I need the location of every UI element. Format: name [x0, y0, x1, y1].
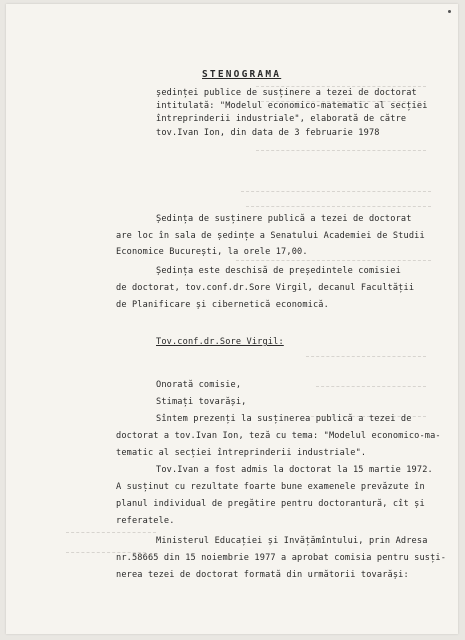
- paragraph-line: Ședința este deschisă de președintele comisiei: [156, 266, 401, 276]
- intro-line: intitulată: "Modelul economico-matematic al secției: [156, 101, 428, 111]
- paragraph-line: referatele.: [116, 516, 175, 526]
- paragraph-line: doctorat a tov.Ivan Ion, teză cu tema: "Modelul economico-ma-: [116, 431, 441, 441]
- bleed-through-mark: [66, 532, 156, 533]
- bleed-through-mark: [256, 150, 426, 151]
- paragraph-line: nr.58665 din 15 noiembrie 1977 a aprobat comisia pentru susți-: [116, 553, 447, 563]
- paragraph-line: planul individual de pregătire pentru doctorantură, cît și: [116, 499, 425, 509]
- intro-line: tov.Ivan Ion, din data de 3 februarie 1978: [156, 128, 380, 138]
- paragraph-line: Ministerul Educației și Invățămîntului, prin Adresa: [156, 536, 428, 546]
- bleed-through-mark: [306, 356, 426, 357]
- bleed-through-mark: [241, 191, 431, 192]
- document-page: [6, 4, 458, 634]
- address-line: Onorată comisie,: [156, 380, 242, 390]
- speaker-heading: Tov.conf.dr.Sore Virgil:: [156, 337, 284, 347]
- bleed-through-mark: [256, 86, 426, 87]
- intro-line: întreprinderii industriale", elaborată de către: [156, 114, 407, 124]
- bleed-through-mark: [246, 206, 431, 207]
- paragraph-line: Ședința de susținere publică a tezei de doctorat: [156, 214, 412, 224]
- document-title: STENOGRAMA: [202, 69, 282, 80]
- bleed-through-mark: [316, 386, 426, 387]
- address-line: Stimați tovarăși,: [156, 397, 247, 407]
- intro-line: ședinței publice de susținere a tezei de doctorat: [156, 88, 417, 98]
- paragraph-line: de doctorat, tov.conf.dr.Sore Virgil, decanul Facultății: [116, 283, 415, 293]
- paragraph-line: A susținut cu rezultate foarte bune examenele prevăzute în: [116, 482, 425, 492]
- corner-dot: [448, 10, 451, 13]
- paragraph-line: Sîntem prezenți la susținerea publică a tezei de: [156, 414, 412, 424]
- paragraph-line: tematic al secției întreprinderii industriale".: [116, 448, 367, 458]
- paragraph-line: Tov.Ivan a fost admis la doctorat la 15 martie 1972.: [156, 465, 433, 475]
- paragraph-line: de Planificare și cibernetică economică.: [116, 300, 329, 310]
- paragraph-line: Economice București, la orele 17,00.: [116, 247, 308, 257]
- paragraph-line: nerea tezei de doctorat formată din următorii tovarăși:: [116, 570, 409, 580]
- bleed-through-mark: [236, 260, 431, 261]
- paragraph-line: are loc în sala de ședințe a Senatului Academiei de Studii: [116, 231, 425, 241]
